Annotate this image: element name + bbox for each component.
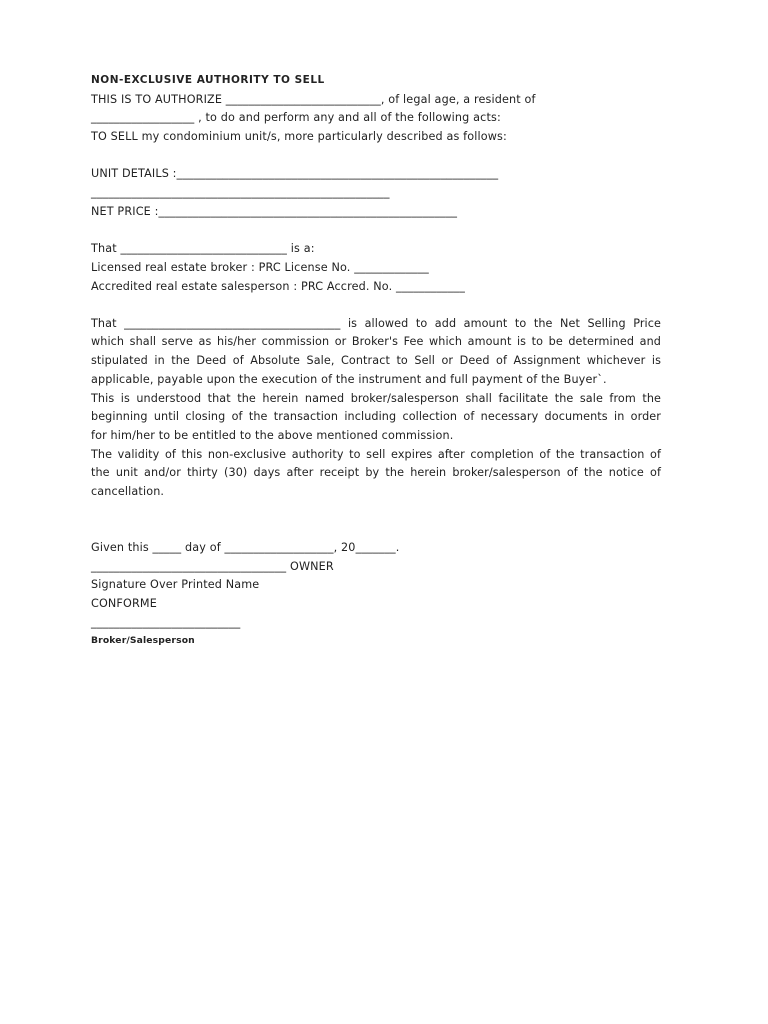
validity-line: cancellation. — [91, 485, 165, 498]
salesperson-accred-line: Accredited real estate salesperson : PRC Accred. No. ____________ — [91, 280, 465, 293]
broker-license-line: Licensed real estate broker : PRC License No. _____________ — [91, 261, 429, 274]
commission-line: which shall serve as his/her commission or Broker's Fee which amount is to be determined and — [91, 335, 661, 348]
commission-line: beginning until closing of the transaction including collection of necessary documents in order — [91, 410, 661, 423]
authorize-line: THIS IS TO AUTHORIZE ___________________________, of legal age, a resident of — [91, 93, 536, 106]
commission-line: for him/her to be entitled to the above mentioned commission. — [91, 429, 454, 442]
net-price-line: NET PRICE :____________________________________________________ — [91, 205, 458, 218]
validity-line: the unit and/or thirty (30) days after receipt by the herein broker/salesperson of the notice of — [91, 466, 661, 479]
that-is-line: That _____________________________ is a: — [91, 242, 315, 255]
unit-details-line: ____________________________________________________ — [91, 186, 390, 199]
signature-label: Signature Over Printed Name — [91, 578, 260, 591]
authorize-line: TO SELL my condominium unit/s, more particularly described as follows: — [91, 130, 507, 143]
authorize-line: __________________ , to do and perform any and all of the following acts: — [91, 111, 501, 124]
validity-line: The validity of this non-exclusive authority to sell expires after completion of the transaction of — [91, 448, 661, 461]
commission-line: This is understood that the herein named broker/salesperson shall facilitate the sale from the — [91, 392, 661, 405]
unit-details-line: UNIT DETAILS :________________________________________________________ — [91, 167, 499, 180]
commission-line: That ______________________________________ is allowed to add amount to the Net Selling Price — [91, 317, 661, 330]
commission-line: applicable, payable upon the execution of the instrument and full payment of the Buyer`. — [91, 373, 607, 386]
given-line: Given this _____ day of ___________________, 20_______. — [91, 541, 400, 554]
owner-signature-line: __________________________________ OWNER — [91, 560, 334, 573]
broker-signature-line: __________________________ — [91, 616, 241, 629]
commission-line: stipulated in the Deed of Absolute Sale, Contract to Sell or Deed of Assignment whichever is — [91, 354, 661, 367]
conforme-label: CONFORME — [91, 597, 157, 610]
document-title: NON-EXCLUSIVE AUTHORITY TO SELL — [91, 74, 325, 86]
broker-salesperson-label: Broker/Salesperson — [91, 635, 195, 646]
